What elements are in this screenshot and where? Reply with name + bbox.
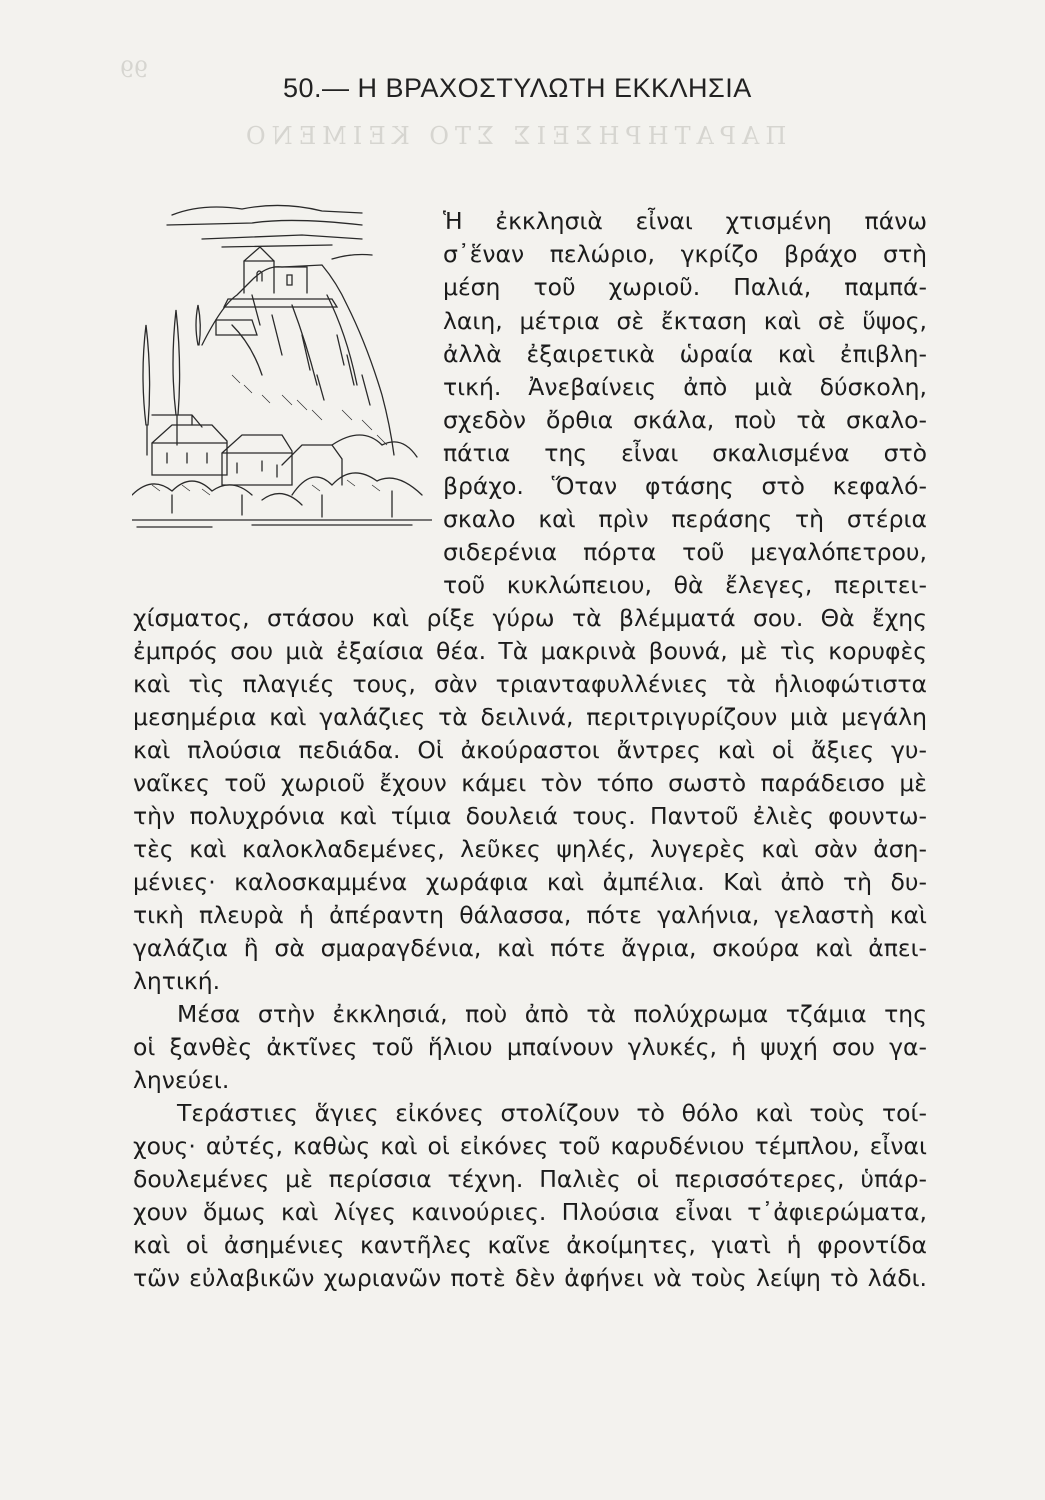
text-line: καὶ τὶς πλαγιές τους, σὰν τριανταφυλλένιες τὰ ἡλιοφώτιστα [133, 670, 927, 698]
text-line: τῶν εὐλαβικῶν χωριανῶν ποτὲ δὲν ἀφήνει νὰ τοὺς λείψη τὸ λάδι. [133, 1264, 927, 1292]
text-line: Μέσα στὴν ἐκκλησιά, ποὺ ἀπὸ τὰ πολύχρωμα τζάμια της [177, 1000, 927, 1028]
text-line: χίσματος, στάσου καὶ ρίξε γύρω τὰ βλέμματά σου. Θὰ ἔχης [133, 604, 927, 632]
text-line: καὶ οἱ ἀσημένιες καντῆλες καῖνε ἀκοίμητες, γιατὶ ἡ φροντίδα [133, 1231, 927, 1259]
text-line: σκαλο καὶ πρὶν περάσης τὴ στέρια [443, 505, 927, 533]
church-on-rock-illustration [132, 195, 432, 535]
text-line: δουλεμένες μὲ περίσσια τέχνη. Παλιὲς οἱ περισσότερες, ὑπάρ- [133, 1165, 927, 1193]
text-line: οἱ ξανθὲς ἀκτῖνες τοῦ ἥλιου μπαίνουν γλυκές, ἡ ψυχή σου γα- [133, 1033, 927, 1061]
text-line: Ἡ ἐκκλησιὰ εἶναι χτισμένη πάνω [443, 207, 927, 235]
page-title: 50.— Η ΒΡΑΧΟΣΤΥΛΩΤΗ ΕΚΚΛΗΣΙΑ [283, 73, 752, 103]
text-line: Τεράστιες ἅγιες εἰκόνες στολίζουν τὸ θόλο καὶ τοὺς τοί- [177, 1099, 927, 1127]
text-line: πάτια της εἶναι σκαλισμένα στὸ [443, 439, 927, 467]
text-line: λαιη, μέτρια σὲ ἔκταση καὶ σὲ ὕψος, [443, 307, 927, 335]
text-line: χουν ὅμως καὶ λίγες καινούριες. Πλούσια εἶναι τ᾿ἀφιερώματα, [133, 1198, 927, 1226]
text-line: τοῦ κυκλώπειου, θὰ ἔλεγες, περιτει- [443, 571, 927, 599]
text-line: σ᾿ἕναν πελώριο, γκρίζο βράχο στὴ [443, 240, 927, 268]
text-line: χους· αὐτές, καθὼς καὶ οἱ εἰκόνες τοῦ καρυδένιου τέμπλου, εἶναι [133, 1132, 927, 1160]
bleed-through-header: ΠΑΡΑΤΗΡΗΣΕΙΣ ΣΤΟ ΚΕΙΜΕΝΟ [240, 122, 787, 150]
text-line: γαλάζια ἢ σὰ σμαραγδένια, καὶ πότε ἄγρια, σκούρα καὶ ἀπει- [133, 934, 927, 962]
bleed-through-page-number: 99 [120, 58, 148, 83]
text-line: ναῖκες τοῦ χωριοῦ ἔχουν κάμει τὸν τόπο σωστὸ παράδεισο μὲ [133, 769, 927, 797]
text-line: μένιες· καλοσκαμμένα χωράφια καὶ ἀμπέλια. Καὶ ἀπὸ τὴ δυ- [133, 868, 927, 896]
text-line: τικὴ πλευρὰ ἡ ἀπέραντη θάλασσα, πότε γαλήνια, γελαστὴ καὶ [133, 901, 927, 929]
text-line: τὲς καὶ καλοκλαδεμένες, λεῦκες ψηλές, λυγερὲς καὶ σὰν ἀση- [133, 835, 927, 863]
text-line: μέση τοῦ χωριοῦ. Παλιά, παμπά- [443, 273, 927, 301]
text-line: μεσημέρια καὶ γαλάζιες τὰ δειλινά, περιτριγυρίζουν μιὰ μεγάλη [133, 703, 927, 731]
text-line: σιδερένια πόρτα τοῦ μεγαλόπετρου, [443, 538, 927, 566]
text-line: καὶ πλούσια πεδιάδα. Οἱ ἀκούραστοι ἄντρες καὶ οἱ ἄξιες γυ- [133, 736, 927, 764]
text-line: ἐμπρός σου μιὰ ἐξαίσια θέα. Τὰ μακρινὰ βουνά, μὲ τὶς κορυφὲς [133, 637, 927, 665]
text-line: ληνεύει. [133, 1066, 230, 1094]
text-line: τὴν πολυχρόνια καὶ τίμια δουλειά τους. Παντοῦ ἐλιὲς φουντω- [133, 802, 927, 830]
text-line: λητική. [133, 967, 221, 995]
text-line: βράχο. Ὅταν φτάσης στὸ κεφαλό- [443, 472, 927, 500]
text-line: σχεδὸν ὄρθια σκάλα, ποὺ τὰ σκαλο- [443, 406, 927, 434]
text-line: ἀλλὰ ἐξαιρετικὰ ὡραία καὶ ἐπιβλη- [443, 340, 927, 368]
text-line: τική. Ἀνεβαίνεις ἀπὸ μιὰ δύσκολη, [443, 373, 927, 401]
